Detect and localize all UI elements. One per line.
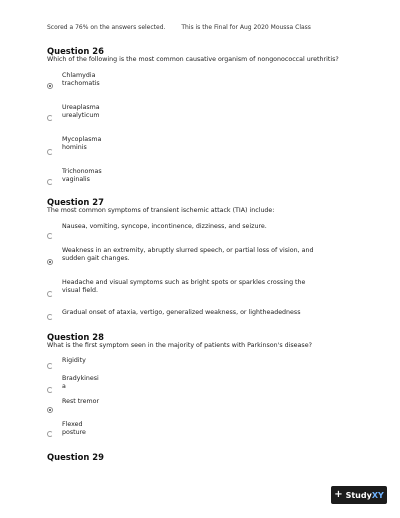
header-note	[47, 24, 311, 31]
question-29	[47, 452, 367, 462]
brand-name-main: Study	[345, 490, 372, 500]
radio-unselected-icon[interactable]	[47, 363, 53, 369]
option-label: Rigidity	[62, 357, 86, 364]
option-label: Weakness in an extremity, abruptly slurred speech, or partial loss of vision, and sudden gait changes.	[62, 247, 314, 262]
radio-unselected-icon[interactable]	[47, 291, 53, 297]
studyxy-logo[interactable]	[331, 486, 387, 504]
radio-selected-icon[interactable]	[47, 407, 53, 413]
final-note: This is the Final for Aug 2020 Moussa Class	[181, 24, 311, 31]
option-label: Rest tremor	[62, 398, 100, 405]
question-title: Question 29	[47, 452, 104, 462]
question-28	[47, 332, 367, 436]
radio-unselected-icon[interactable]	[47, 314, 53, 320]
radio-unselected-icon[interactable]	[47, 431, 53, 437]
radio-unselected-icon[interactable]	[47, 115, 53, 121]
option-label: Ureaplasma urealyticum	[62, 104, 100, 119]
option-label: Nausea, vomiting, syncope, incontinence, dizziness, and seizure.	[62, 223, 267, 230]
option-label: Headache and visual symptoms such as bright spots or sparkles crossing the visual field.	[62, 279, 306, 294]
option-label: Flexed posture	[62, 421, 86, 436]
radio-unselected-icon[interactable]	[47, 149, 53, 155]
radio-unselected-icon[interactable]	[47, 387, 53, 393]
option-label: Trichonomas vaginalis	[62, 168, 102, 183]
question-27	[47, 197, 367, 316]
question-title: Question 28	[47, 332, 104, 342]
plus-icon: +	[334, 489, 343, 500]
radio-selected-icon[interactable]	[47, 259, 53, 265]
option-label: Chlamydia trachomatis	[62, 72, 100, 87]
question-26	[47, 46, 367, 183]
option-label: Mycoplasma hominis	[62, 136, 102, 151]
option-label: Gradual onset of ataxia, vertigo, generalized weakness, or lightheadedness	[62, 309, 301, 316]
option-label: Bradykinesi a	[62, 375, 99, 390]
question-title: Question 26	[47, 46, 104, 56]
brand-name-accent: XY	[371, 490, 384, 500]
question-title: Question 27	[47, 197, 104, 207]
radio-unselected-icon[interactable]	[47, 233, 53, 239]
question-text: What is the first symptom seen in the majority of patients with Parkinson's disease?	[47, 342, 312, 349]
score-note: Scored a 76% on the answers selected.	[47, 24, 166, 31]
question-text: Which of the following is the most common causative organism of nongonococcal urethritis?	[47, 56, 339, 63]
question-text: The most common symptoms of transient ischemic attack (TIA) include:	[47, 207, 275, 214]
radio-selected-icon[interactable]	[47, 83, 53, 89]
radio-unselected-icon[interactable]	[47, 179, 53, 185]
